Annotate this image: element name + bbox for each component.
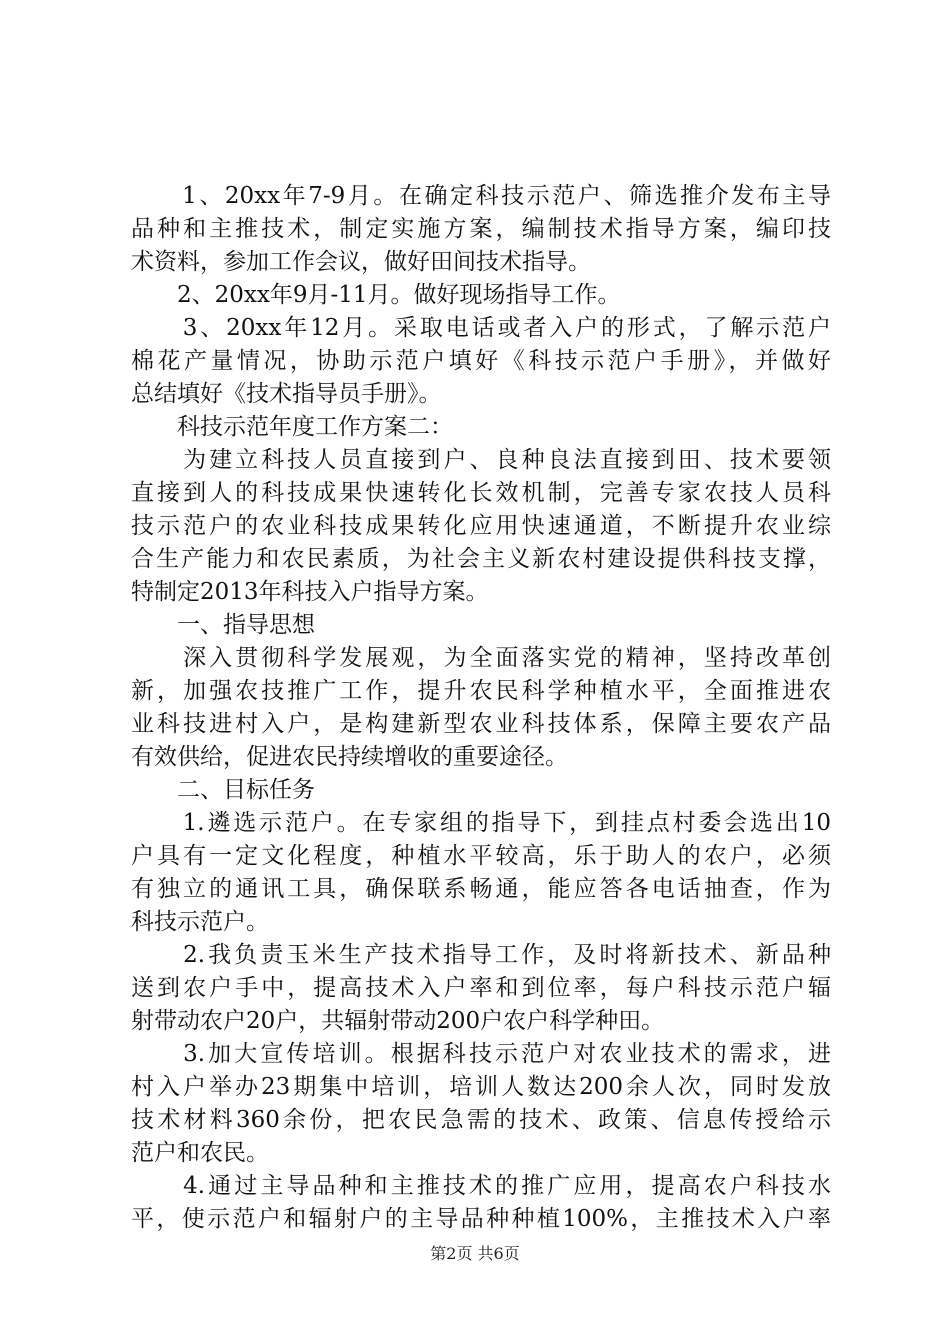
text-line-30: 范户和农民。 [131, 1140, 269, 1166]
text-line-18: 有效供给，促进农民持续增收的重要途径。 [131, 744, 568, 770]
text-line-31: 4.通过主导品种和主推技术的推广应用，提高农户科技水 [131, 1173, 831, 1199]
text-line-16: 新，加强农技推广工作，提升农民科学种植水平，全面推进农 [131, 678, 831, 704]
text-line-13: 特制定2013年科技入户指导方案。 [131, 579, 489, 605]
text-line-12: 合生产能力和农民素质，为社会主义新农村建设提供科技支撑， [131, 546, 831, 572]
text-line-17: 业科技进村入户，是构建新型农业科技体系，保障主要农产品 [131, 711, 831, 737]
text-line-32: 平，使示范户和辐射户的主导品种种植100%，主推技术入户率 [131, 1206, 831, 1232]
text-line-4: 2、20xx年9月-11月。做好现场指导工作。 [131, 282, 621, 308]
text-line-27: 3.加大宣传培训。根据科技示范户对农业技术的需求，进 [131, 1041, 831, 1067]
text-line-15: 深入贯彻科学发展观，为全面落实党的精神，坚持改革创 [131, 645, 831, 671]
text-line-1: 1、20xx年7-9月。在确定科技示范户、筛选推介发布主导 [131, 183, 831, 209]
page-number-footer: 第2页 共6页 [430, 1244, 520, 1263]
text-line-28: 村入户举办23期集中培训，培训人数达200余人次，同时发放 [131, 1074, 831, 1100]
text-line-22: 有独立的通讯工具，确保联系畅通，能应答各电话抽查，作为 [131, 876, 831, 902]
text-line-10: 直接到人的科技成果快速转化长效机制，完善专家农技人员科 [131, 480, 831, 506]
text-line-29: 技术材料360余份，把农民急需的技术、政策、信息传授给示 [131, 1107, 831, 1133]
text-line-24: 2.我负责玉米生产技术指导工作，及时将新技术、新品种 [131, 942, 831, 968]
section-heading-plan-two: 科技示范年度工作方案二： [131, 414, 453, 440]
text-line-23: 科技示范户。 [131, 909, 269, 935]
text-line-2: 品种和主推技术，制定实施方案，编制技术指导方案，编印技 [131, 216, 831, 242]
text-line-9: 为建立科技人员直接到户、良种良法直接到田、技术要领 [131, 447, 831, 473]
text-line-7: 总结填好《技术指导员手册》。 [131, 381, 442, 407]
text-line-6: 棉花产量情况，协助示范户填好《科技示范户手册》，并做好 [131, 348, 831, 374]
text-line-21: 户具有一定文化程度，种植水平较高，乐于助人的农户，必须 [131, 843, 831, 869]
text-line-3: 术资料，参加工作会议，做好田间技术指导。 [131, 249, 591, 275]
text-line-25: 送到农户手中，提高技术入户率和到位率，每户科技示范户辐 [131, 975, 831, 1001]
text-line-26: 射带动农户20户，共辐射带动200户农户科学种田。 [131, 1008, 665, 1034]
section-heading-guiding-ideology: 一、指导思想 [131, 612, 315, 638]
text-line-11: 技示范户的农业科技成果转化应用快速通道，不断提升农业综 [131, 513, 831, 539]
section-heading-objectives: 二、目标任务 [131, 777, 315, 803]
text-line-5: 3、20xx年12月。采取电话或者入户的形式，了解示范户 [131, 315, 831, 341]
text-line-20: 1.遴选示范户。在专家组的指导下，到挂点村委会选出10 [131, 810, 831, 836]
